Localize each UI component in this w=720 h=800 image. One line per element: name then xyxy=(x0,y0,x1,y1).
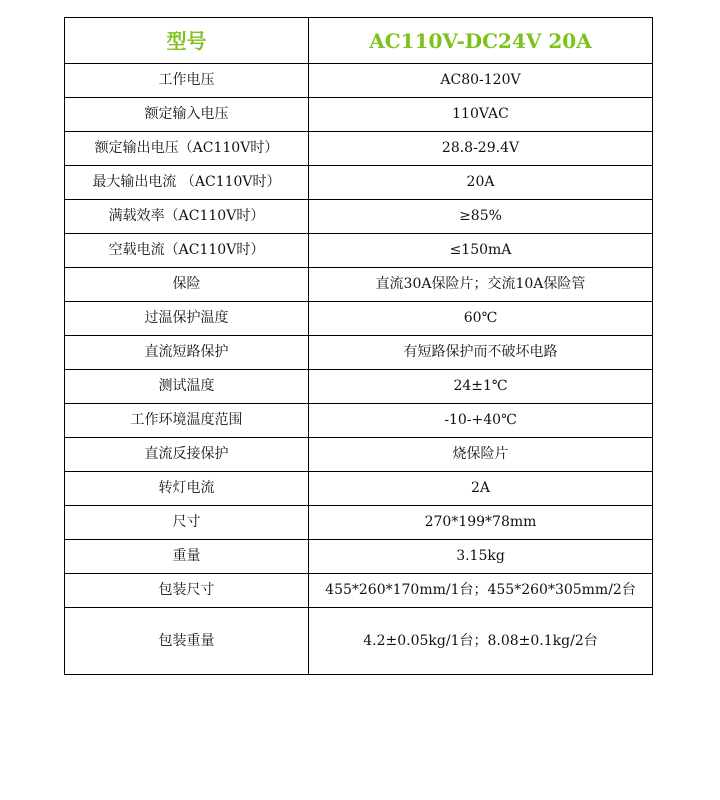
table-row xyxy=(65,404,653,438)
table-header-row xyxy=(65,18,653,64)
table-row xyxy=(65,574,653,608)
spec-label: 重量 xyxy=(65,540,309,574)
spec-label: 包装尺寸 xyxy=(65,574,309,608)
spec-value: -10-+40℃ xyxy=(309,404,653,438)
spec-label: 空载电流（AC110V时） xyxy=(65,234,309,268)
spec-value: 烧保险片 xyxy=(309,438,653,472)
table-row xyxy=(65,438,653,472)
table-row xyxy=(65,132,653,166)
spec-label: 过温保护温度 xyxy=(65,302,309,336)
table-row xyxy=(65,302,653,336)
spec-label: 保险 xyxy=(65,268,309,302)
spec-value: 24±1℃ xyxy=(309,370,653,404)
table-row xyxy=(65,234,653,268)
table-row xyxy=(65,98,653,132)
spec-value: 110VAC xyxy=(309,98,653,132)
spec-value: ≥85% xyxy=(309,200,653,234)
table-row xyxy=(65,540,653,574)
spec-value: 4.2±0.05kg/1台；8.08±0.1kg/2台 xyxy=(309,608,653,675)
spec-value: 有短路保护而不破坏电路 xyxy=(309,336,653,370)
spec-label: 测试温度 xyxy=(65,370,309,404)
table-row xyxy=(65,200,653,234)
spec-value: 60℃ xyxy=(309,302,653,336)
model-value: AC110V-DC24V 20A xyxy=(309,18,653,64)
spec-value: ≤150mA xyxy=(309,234,653,268)
spec-label: 额定输入电压 xyxy=(65,98,309,132)
table-row xyxy=(65,64,653,98)
spec-label: 直流反接保护 xyxy=(65,438,309,472)
table-row xyxy=(65,608,653,675)
table-row xyxy=(65,268,653,302)
spec-label: 最大输出电流 （AC110V时） xyxy=(65,166,309,200)
spec-label: 包装重量 xyxy=(65,608,309,675)
spec-label: 转灯电流 xyxy=(65,472,309,506)
spec-label: 满载效率（AC110V时） xyxy=(65,200,309,234)
spec-table xyxy=(64,17,653,675)
table-row xyxy=(65,472,653,506)
spec-value: 20A xyxy=(309,166,653,200)
spec-label: 工作环境温度范围 xyxy=(65,404,309,438)
table-row xyxy=(65,370,653,404)
spec-label: 尺寸 xyxy=(65,506,309,540)
spec-value: 3.15kg xyxy=(309,540,653,574)
table-row xyxy=(65,336,653,370)
spec-label: 直流短路保护 xyxy=(65,336,309,370)
spec-label: 工作电压 xyxy=(65,64,309,98)
spec-value: 455*260*170mm/1台；455*260*305mm/2台 xyxy=(309,574,653,608)
model-label: 型号 xyxy=(65,18,309,64)
table-row xyxy=(65,166,653,200)
spec-value: 2A xyxy=(309,472,653,506)
table-row xyxy=(65,506,653,540)
spec-value: 直流30A保险片；交流10A保险管 xyxy=(309,268,653,302)
spec-value: 270*199*78mm xyxy=(309,506,653,540)
spec-label: 额定输出电压（AC110V时） xyxy=(65,132,309,166)
spec-value: 28.8-29.4V xyxy=(309,132,653,166)
spec-value: AC80-120V xyxy=(309,64,653,98)
